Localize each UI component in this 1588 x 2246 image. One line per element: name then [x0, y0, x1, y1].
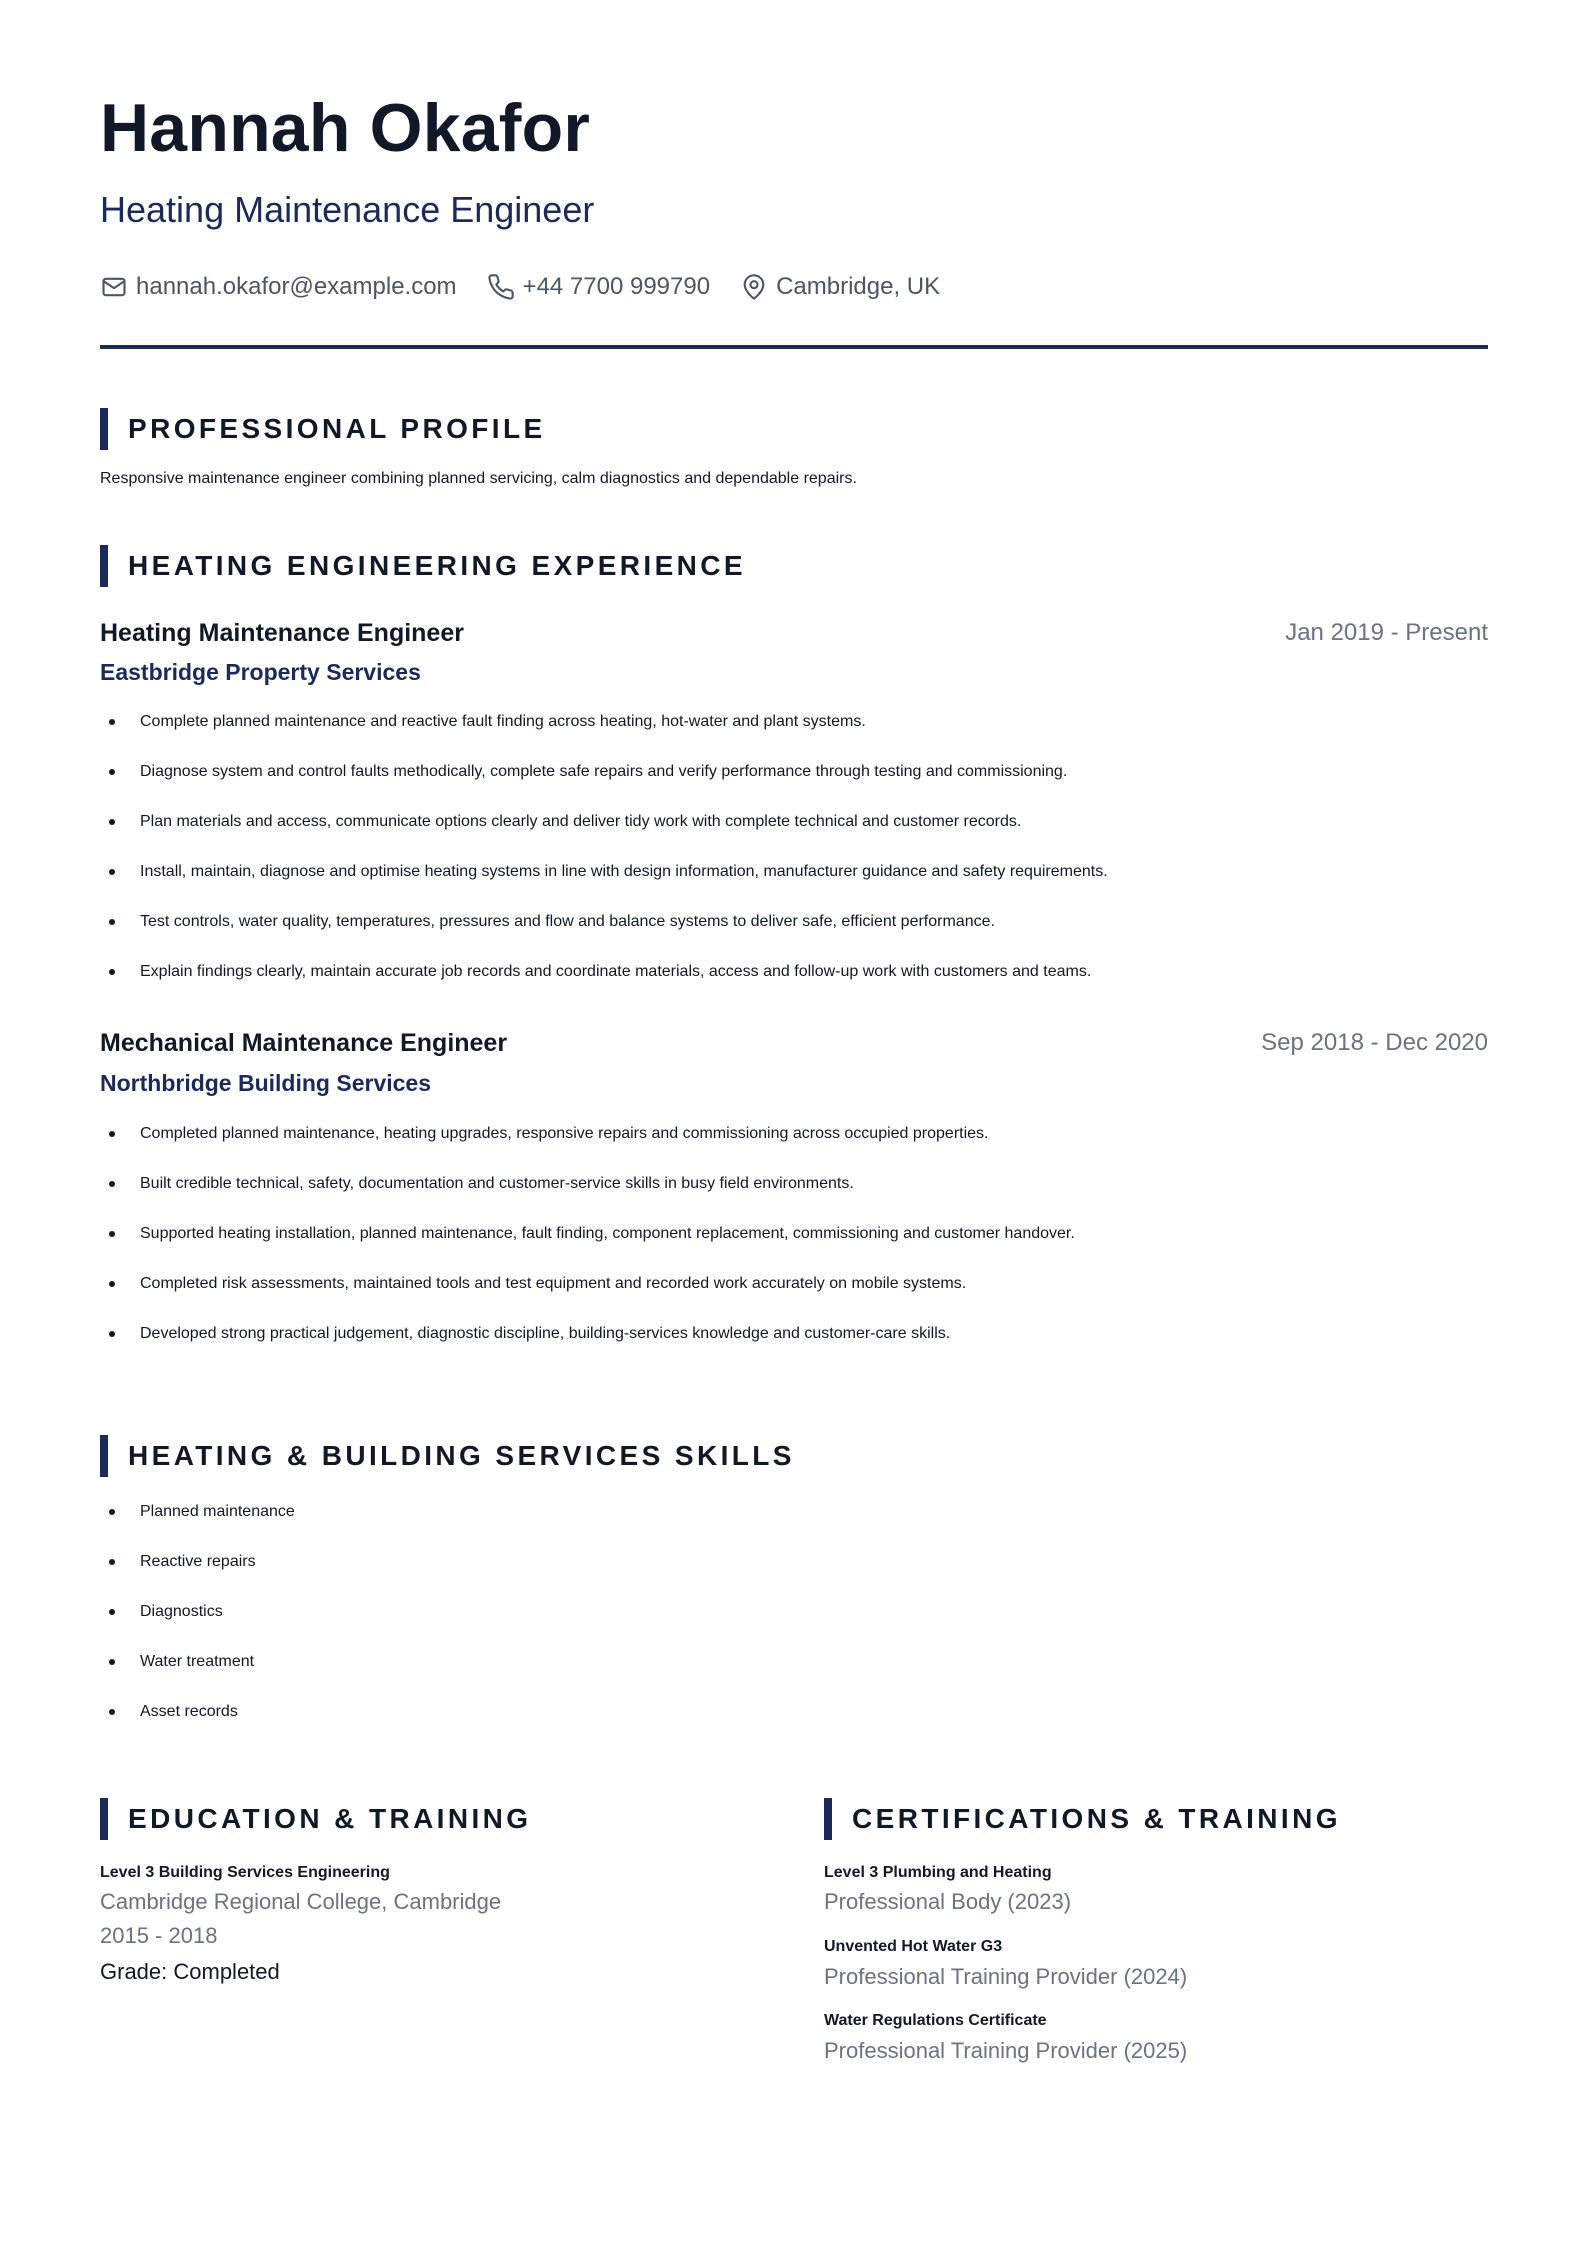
- skill-text: Reactive repairs: [140, 1553, 256, 1570]
- bullet-text: Completed planned maintenance, heating upgrades, responsive repairs and commissioning across occupied properties.: [140, 1125, 989, 1142]
- skill-text: Planned maintenance: [140, 1503, 295, 1520]
- mail-icon: [100, 273, 128, 301]
- education-years: 2015 - 2018: [100, 1923, 218, 1948]
- skill-text: Diagnostics: [140, 1603, 223, 1620]
- location-pin-icon: [740, 273, 768, 301]
- section-heading-education: [100, 1798, 531, 1840]
- bullet-icon: [109, 1281, 115, 1287]
- phone-text: +44 7700 999790: [522, 273, 711, 300]
- section-title: PROFESSIONAL PROFILE: [128, 413, 546, 444]
- section-heading-skills: [100, 1435, 795, 1477]
- certification-issuer: Professional Body (2023): [824, 1889, 1072, 1914]
- education-title: Level 3 Building Services Engineering: [100, 1864, 390, 1881]
- profile-summary: Responsive maintenance engineer combining planned servicing, calm diagnostics and dependable repairs.: [100, 470, 857, 487]
- section-accent-bar: [100, 1435, 108, 1477]
- bullet-icon: [109, 719, 115, 725]
- bullet-icon: [109, 1509, 115, 1515]
- list-item: [100, 1600, 1488, 1650]
- bullet-text: Plan materials and access, communicate options clearly and deliver tidy work with complete technical and customer records.: [140, 813, 1022, 830]
- bullet-icon: [109, 1609, 115, 1615]
- list-item: [100, 1222, 1488, 1272]
- header-divider: [100, 345, 1488, 349]
- list-item: [100, 1700, 1488, 1750]
- job-title: Heating Maintenance Engineer: [100, 619, 464, 647]
- bullet-icon: [109, 1559, 115, 1565]
- job-title: Mechanical Maintenance Engineer: [100, 1029, 508, 1057]
- certification-issuer: Professional Training Provider (2025): [824, 2038, 1188, 2063]
- education-grade: Grade: Completed: [100, 1959, 280, 1984]
- certification-title: Unvented Hot Water G3: [824, 1938, 1003, 1955]
- job-company: Eastbridge Property Services: [100, 659, 421, 685]
- bullet-text: Install, maintain, diagnose and optimise heating systems in line with design information, manufacturer guidance and safety requirements.: [140, 863, 1108, 880]
- list-item: [100, 910, 1488, 960]
- section-title: EDUCATION & TRAINING: [128, 1803, 532, 1834]
- section-title: HEATING ENGINEERING EXPERIENCE: [128, 550, 747, 581]
- list-item: [100, 1122, 1488, 1172]
- list-item: [100, 1172, 1488, 1222]
- bullet-icon: [109, 969, 115, 975]
- bullet-icon: [109, 819, 115, 825]
- list-item: [100, 860, 1488, 910]
- bullet-text: Complete planned maintenance and reactive fault finding across heating, hot-water and plant systems.: [140, 713, 866, 730]
- bullet-icon: [109, 769, 115, 775]
- section-accent-bar: [100, 1798, 108, 1840]
- bullet-text: Explain findings clearly, maintain accurate job records and coordinate materials, access and follow-up work with customers and teams.: [140, 963, 1092, 980]
- certification-title: Level 3 Plumbing and Heating: [824, 1864, 1052, 1881]
- skill-text: Asset records: [140, 1703, 238, 1720]
- email-text: hannah.okafor@example.com: [136, 273, 457, 300]
- bullet-icon: [109, 919, 115, 925]
- job-bullet-list: [100, 710, 1488, 1010]
- phone-icon: [487, 273, 515, 301]
- skill-text: Water treatment: [140, 1653, 255, 1670]
- certification-issuer: Professional Training Provider (2024): [824, 1964, 1188, 1989]
- location-text: Cambridge, UK: [776, 273, 941, 300]
- certification-title: Water Regulations Certificate: [824, 2012, 1047, 2029]
- job-bullet-list: [100, 1122, 1488, 1372]
- bullet-icon: [109, 1231, 115, 1237]
- bullet-text: Built credible technical, safety, documentation and customer-service skills in busy field environments.: [140, 1175, 854, 1192]
- bullet-text: Test controls, water quality, temperatures, pressures and flow and balance systems to deliver safe, efficient performance.: [140, 913, 995, 930]
- contact-location: [740, 268, 940, 306]
- job-dates: Jan 2019 - Present: [1285, 619, 1488, 646]
- list-item: [100, 810, 1488, 860]
- list-item: [100, 1550, 1488, 1600]
- section-accent-bar: [824, 1798, 832, 1840]
- section-title: HEATING & BUILDING SERVICES SKILLS: [128, 1440, 795, 1471]
- section-heading-profile: [100, 408, 546, 450]
- section-title: CERTIFICATIONS & TRAINING: [852, 1803, 1341, 1834]
- section-heading-experience: [100, 545, 746, 587]
- section-accent-bar: [100, 545, 108, 587]
- contact-phone: [487, 268, 711, 306]
- bullet-text: Diagnose system and control faults methodically, complete safe repairs and verify performance through testing and commissioning.: [140, 763, 1068, 780]
- list-item: [100, 710, 1488, 760]
- list-item: [100, 1322, 1488, 1372]
- skills-list: [100, 1500, 1488, 1750]
- contact-email: [100, 268, 457, 306]
- bullet-text: Supported heating installation, planned maintenance, fault finding, component replacement, commissioning and customer handover.: [140, 1225, 1075, 1242]
- bullet-text: Completed risk assessments, maintained tools and test equipment and recorded work accurately on mobile systems.: [140, 1275, 967, 1292]
- candidate-name: Hannah Okafor: [100, 90, 591, 166]
- bullet-icon: [109, 1331, 115, 1337]
- bullet-icon: [109, 1181, 115, 1187]
- list-item: [100, 1650, 1488, 1700]
- list-item: [100, 760, 1488, 810]
- section-heading-certifications: [824, 1798, 1341, 1840]
- candidate-role: Heating Maintenance Engineer: [100, 189, 595, 230]
- bullet-icon: [109, 1709, 115, 1715]
- job-company: Northbridge Building Services: [100, 1070, 431, 1096]
- list-item: [100, 1272, 1488, 1322]
- bullet-icon: [109, 869, 115, 875]
- list-item: [100, 1500, 1488, 1550]
- education-institution: Cambridge Regional College, Cambridge: [100, 1889, 502, 1914]
- contact-row: [100, 268, 970, 306]
- job-dates: Sep 2018 - Dec 2020: [1261, 1029, 1488, 1056]
- bullet-icon: [109, 1131, 115, 1137]
- section-accent-bar: [100, 408, 108, 450]
- bullet-text: Developed strong practical judgement, diagnostic discipline, building-services knowledge and customer-care skills.: [140, 1325, 951, 1342]
- bullet-icon: [109, 1659, 115, 1665]
- list-item: [100, 960, 1488, 1010]
